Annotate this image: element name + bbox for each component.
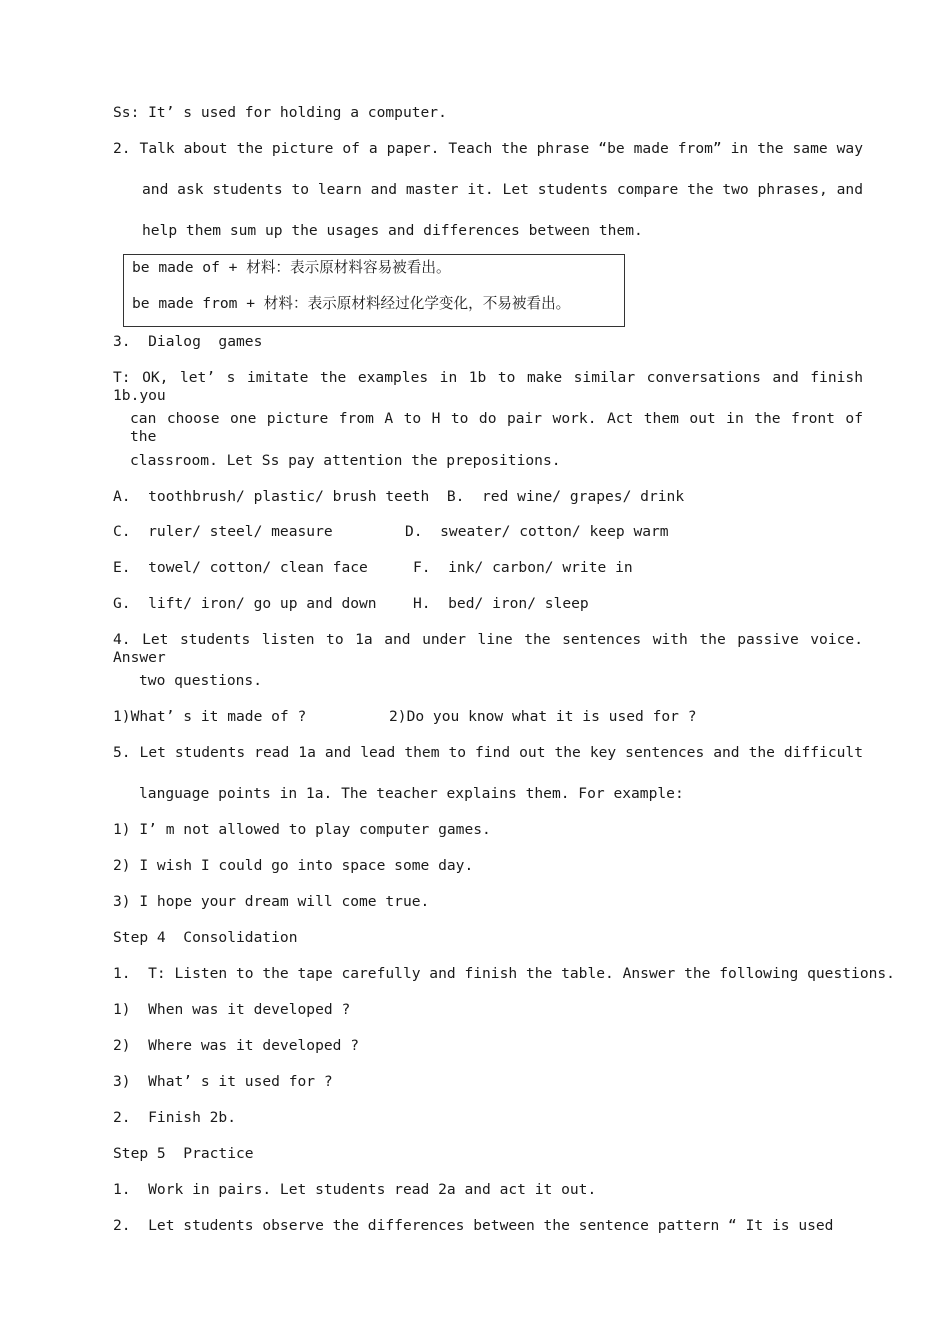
text-line: two questions.	[139, 672, 263, 689]
text-line: A. toothbrush/ plastic/ brush teeth B. red wine/ grapes/ drink	[113, 488, 685, 505]
text-line: 3. Dialog games	[113, 333, 263, 350]
text-line: 3) I hope your dream will come true.	[113, 893, 430, 910]
text-line: F. ink/ carbon/ write in	[413, 559, 633, 576]
note-line: be made from + 材料：表示原材料经过化学变化，不易被看出。	[132, 295, 571, 312]
text-line: G. lift/ iron/ go up and down	[113, 595, 377, 612]
text-line: H. bed/ iron/ sleep	[413, 595, 589, 612]
section-heading: Step 5 Practice	[113, 1145, 254, 1162]
text-line: can choose one picture from A to H to do pair work. Act them out in the front of the	[130, 410, 863, 445]
text-line: 1) When was it developed ?	[113, 1001, 351, 1018]
text-line: and ask students to learn and master it. Let students compare the two phrases, and	[142, 181, 863, 198]
text-line: D. sweater/ cotton/ keep warm	[405, 523, 669, 540]
text-line: 2. Talk about the picture of a paper. Teach the phrase “be made from” in the same way	[113, 140, 863, 157]
text-line: 2)Do you know what it is used for ?	[389, 708, 697, 725]
text-line: language points in 1a. The teacher explains them. For example:	[139, 785, 684, 802]
text-line: help them sum up the usages and differences between them.	[142, 222, 643, 239]
note-line: be made of + 材料：表示原材料容易被看出。	[132, 259, 451, 276]
text-line: 1) I’ m not allowed to play computer games.	[113, 821, 491, 838]
text-line: C. ruler/ steel/ measure	[113, 523, 333, 540]
text-line: E. towel/ cotton/ clean face	[113, 559, 368, 576]
text-line: 2. Let students observe the differences between the sentence pattern “ It is used	[113, 1217, 834, 1234]
text-line: 1. Work in pairs. Let students read 2a and act it out.	[113, 1181, 597, 1198]
text-line: 3) What’ s it used for ?	[113, 1073, 333, 1090]
text-line: 4. Let students listen to 1a and under line the sentences with the passive voice. Answer	[113, 631, 863, 666]
text-line: 2) Where was it developed ?	[113, 1037, 360, 1054]
text-line: classroom. Let Ss pay attention the prepositions.	[130, 452, 561, 469]
text-line: 2. Finish 2b.	[113, 1109, 237, 1126]
text-line: 2) I wish I could go into space some day.	[113, 857, 474, 874]
text-line: 5. Let students read 1a and lead them to find out the key sentences and the difficult	[113, 744, 863, 761]
text-line: T: OK, let’ s imitate the examples in 1b to make similar conversations and finish 1b.you	[113, 369, 863, 404]
text-line: 1)What’ s it made of ?	[113, 708, 307, 725]
text-line: Ss: It’ s used for holding a computer.	[113, 104, 447, 121]
section-heading: Step 4 Consolidation	[113, 929, 298, 946]
text-line: 1. T: Listen to the tape carefully and finish the table. Answer the following questions.	[113, 965, 895, 982]
